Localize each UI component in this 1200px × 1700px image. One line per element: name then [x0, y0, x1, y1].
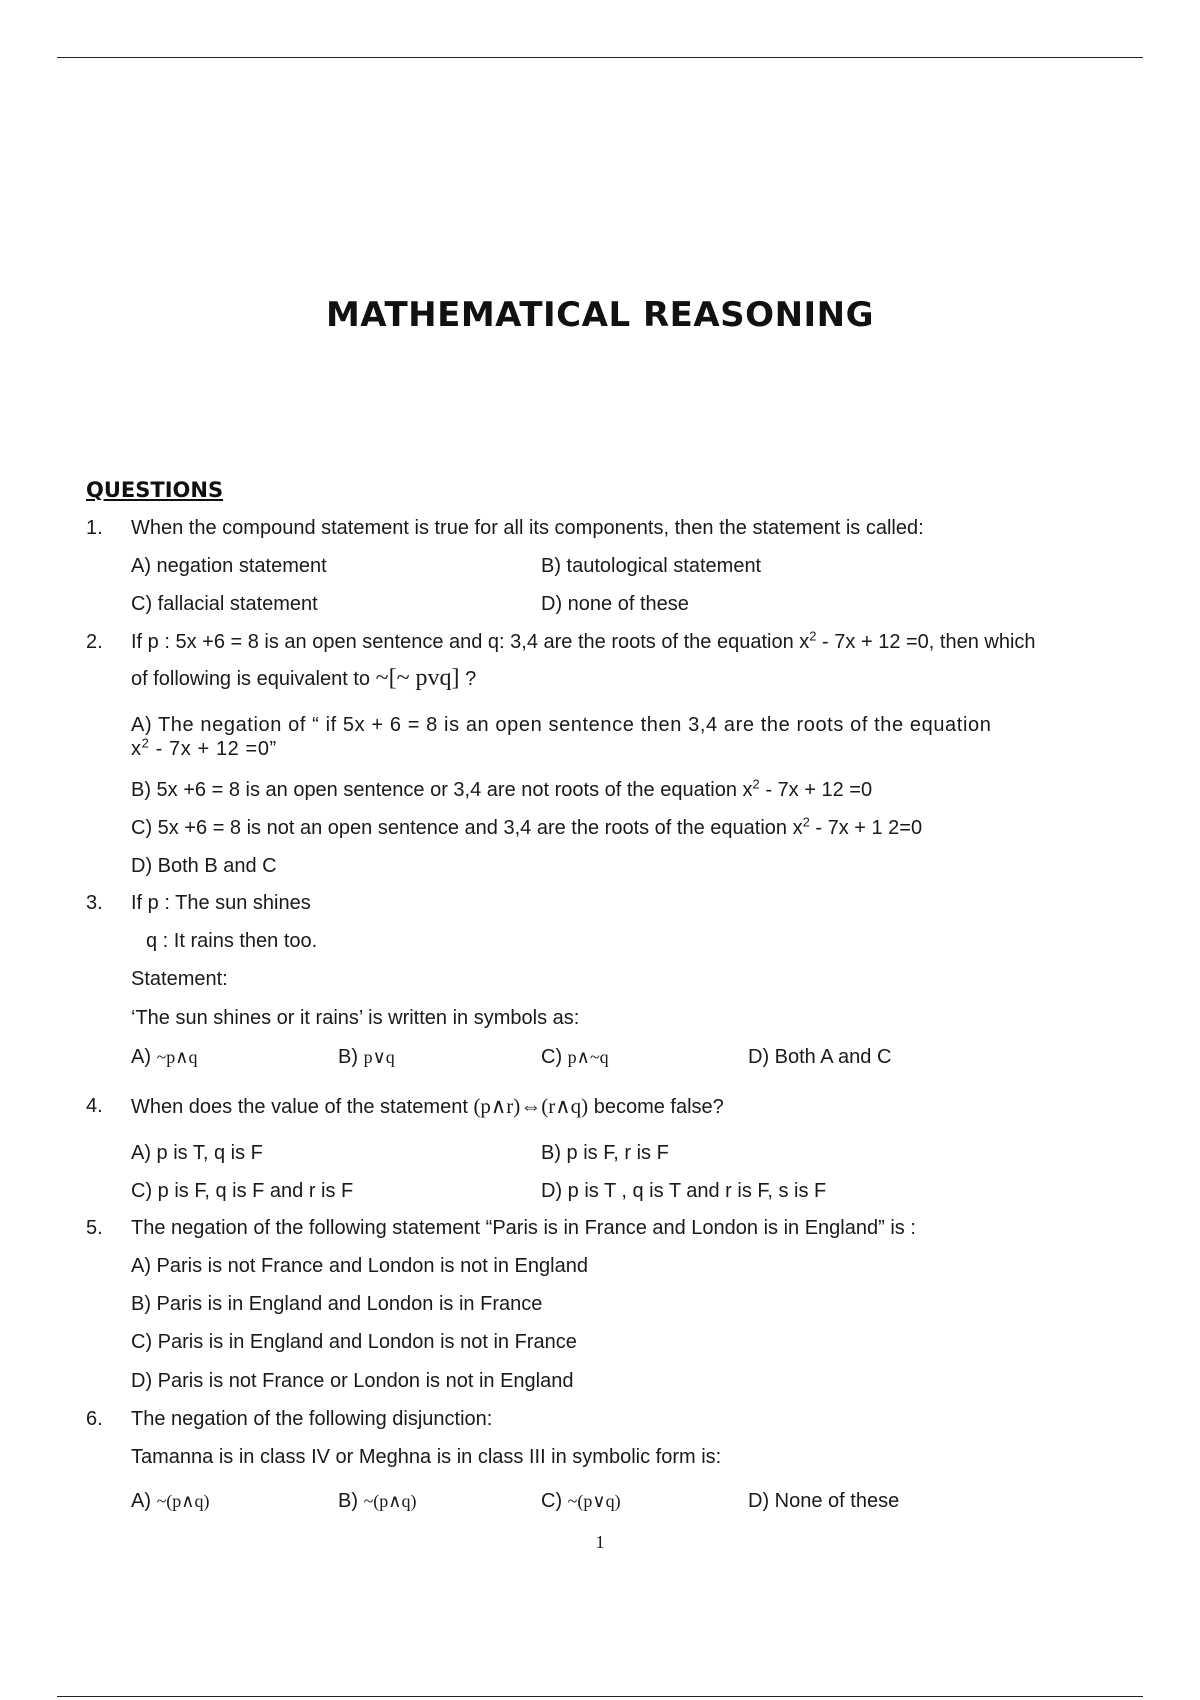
question-number: 3.	[86, 892, 103, 914]
q3-option-a: A) ~p∧q	[131, 1046, 198, 1068]
q2-option-a-line-2: $x^2 - 7x + 12 =0$”	[131, 735, 277, 760]
q3-option-b: B) p∨q	[338, 1046, 395, 1068]
question-4-text: When does the value of the statement (p∧r)⇔(r∧q) become false?	[131, 1094, 724, 1118]
question-5-text: The negation of the following statement “Paris is in France and London is in England” is :	[131, 1217, 916, 1239]
page-number: 1	[595, 1532, 605, 1552]
q6-option-c: C) ~(p∨q)	[541, 1490, 621, 1512]
math-expression: (p∧r)⇔(r∧q)	[473, 1094, 589, 1118]
math-expression: ~[~ pvq]	[375, 665, 460, 691]
q5-option-b: B) Paris is in England and London is in France	[131, 1293, 543, 1315]
section-heading: QUESTIONS	[86, 478, 224, 502]
q4-option-c: C) p is F, q is F and r is F	[131, 1180, 354, 1202]
q3-option-d: D) Both A and C	[748, 1046, 892, 1068]
question-3-line-3: Statement:	[131, 968, 228, 990]
question-6-line-2: Tamanna is in class IV or Meghna is in class III in symbolic form is:	[131, 1446, 722, 1468]
question-3-line-2: q : It rains then too.	[146, 930, 318, 952]
question-3-line-4: ‘The sun shines or it rains’ is written in symbols as:	[131, 1007, 580, 1029]
q1-option-d: D) none of these	[541, 593, 689, 615]
bottom-rule	[57, 1696, 1143, 1697]
question-number: 4.	[86, 1095, 103, 1117]
q1-option-c: C) fallacial statement	[131, 593, 318, 615]
q1-option-b: B) tautological statement	[541, 555, 762, 577]
math-expression: p∧~q	[567, 1047, 609, 1067]
q1-option-a: A) negation statement	[131, 555, 327, 577]
q2-option-d: D) Both B and C	[131, 855, 277, 877]
math-expression: ~(p∧q)	[363, 1491, 417, 1511]
question-6-line-1: The negation of the following disjunction:	[131, 1408, 493, 1430]
q4-option-a: A) p is T, q is F	[131, 1142, 263, 1164]
q2-option-b: B) 5x +6 = 8 is an open sentence or 3,4 are not roots of the equation $x^2 - 7x + 12 =0$	[131, 776, 873, 801]
q3-option-c: C) p∧~q	[541, 1046, 609, 1068]
math-expression: ~p∧q	[156, 1047, 198, 1067]
question-2-line-1: If p : 5x +6 = 8 is an open sentence and q: 3,4 are the roots of the equation $x^2 - 7x + 12 =0$, then which	[131, 628, 1036, 653]
top-rule	[57, 57, 1143, 58]
math-expression: ~(p∨q)	[567, 1491, 621, 1511]
q6-option-d: D) None of these	[748, 1490, 900, 1512]
q5-option-a: A) Paris is not France and London is not in England	[131, 1255, 588, 1277]
math-expression: p∨q	[363, 1047, 395, 1067]
q6-option-a: A) ~(p∧q)	[131, 1490, 210, 1512]
q2-option-c: C) 5x +6 = 8 is not an open sentence and 3,4 are the roots of the equation $x^2 - 7x + 1$ 2=0	[131, 814, 923, 839]
question-1-text: When the compound statement is true for all its components, then the statement is called:	[131, 517, 924, 539]
q5-option-c: C) Paris is in England and London is not in France	[131, 1331, 577, 1353]
q6-option-b: B) ~(p∧q)	[338, 1490, 417, 1512]
question-2-line-2: of following is equivalent to ~[~ pvq] ?	[131, 665, 477, 691]
q4-option-b: B) p is F, r is F	[541, 1142, 669, 1164]
q4-option-d: D) p is T , q is T and r is F, s is F	[541, 1180, 827, 1202]
math-expression: ~(p∧q)	[156, 1491, 210, 1511]
page-title: MATHEMATICAL REASONING	[325, 295, 875, 335]
question-number: 1.	[86, 517, 103, 539]
question-3-line-1: If p : The sun shines	[131, 892, 311, 914]
question-number: 2.	[86, 631, 103, 653]
question-number: 5.	[86, 1217, 103, 1239]
q2-option-a-line-1: A) The negation of “ if 5x + 6 = 8 is an open sentence then 3,4 are the roots of the equation	[131, 714, 992, 736]
question-number: 6.	[86, 1408, 103, 1430]
q5-option-d: D) Paris is not France or London is not in England	[131, 1370, 574, 1392]
